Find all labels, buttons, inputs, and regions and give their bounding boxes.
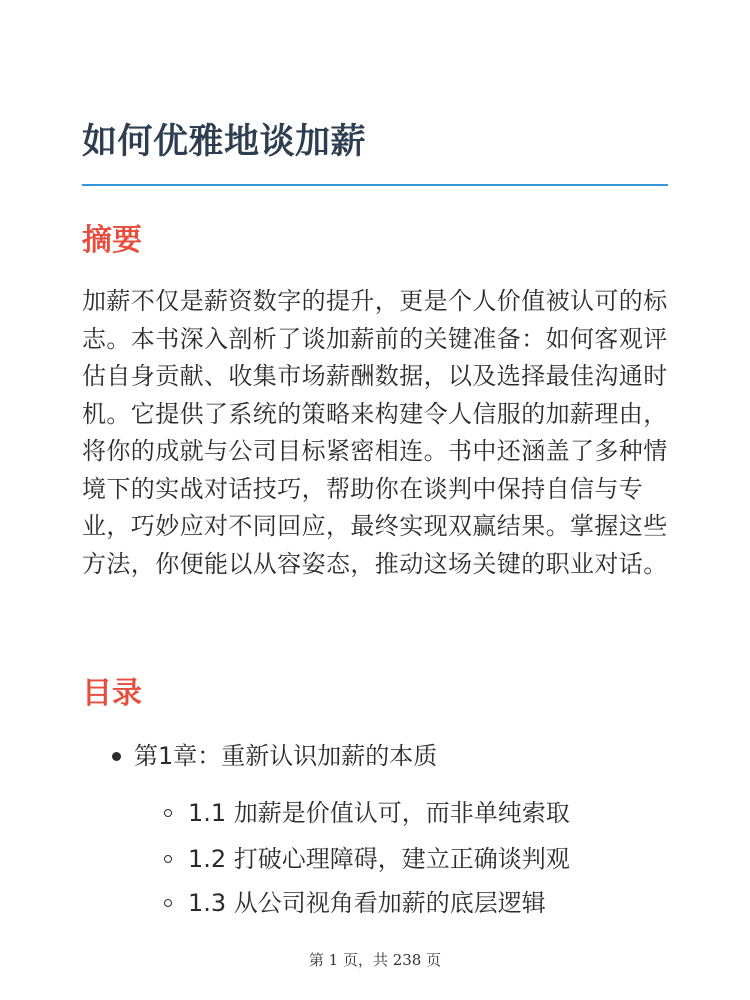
toc-section-1-3[interactable]: 1.3 从公司视角看加薪的底层逻辑 (188, 889, 546, 917)
abstract-body: 加薪不仅是薪资数字的提升，更是个人价值被认可的标志。本书深入剖析了谈加薪前的关键准备：如何客观评估自身贡献、收集市场薪酬数据，以及选择最佳沟通时机。它提供了系统的策略来构建令人信服的加薪理由，将你的成就与公司目标紧密相连。书中还涵盖了多种情境下的实战对话技巧，帮助你在谈判中保持自信与专业，巧妙应对不同回应，最终实现双赢结果。掌握这些方法，你便能以从容姿态，推动这场关键的职业对话。 (82, 287, 668, 578)
toc-section-bullet (164, 899, 172, 907)
toc-heading: 目录 (82, 676, 142, 711)
toc-section-1-2[interactable]: 1.2 打破心理障碍，建立正确谈判观 (188, 845, 570, 873)
document-title: 如何优雅地谈加薪 (82, 122, 367, 162)
toc-section-bullet (164, 855, 172, 863)
toc-chapter-1[interactable]: 第1章：重新认识加薪的本质 (134, 742, 438, 770)
toc-section-bullet (164, 809, 172, 817)
title-divider (82, 184, 668, 186)
page-indicator: 第 1 页，共 238 页 (308, 951, 442, 969)
toc-section-1-1[interactable]: 1.1 加薪是价值认可，而非单纯索取 (188, 799, 570, 827)
toc-chapter-bullet (112, 752, 121, 761)
abstract-heading: 摘要 (82, 223, 142, 258)
